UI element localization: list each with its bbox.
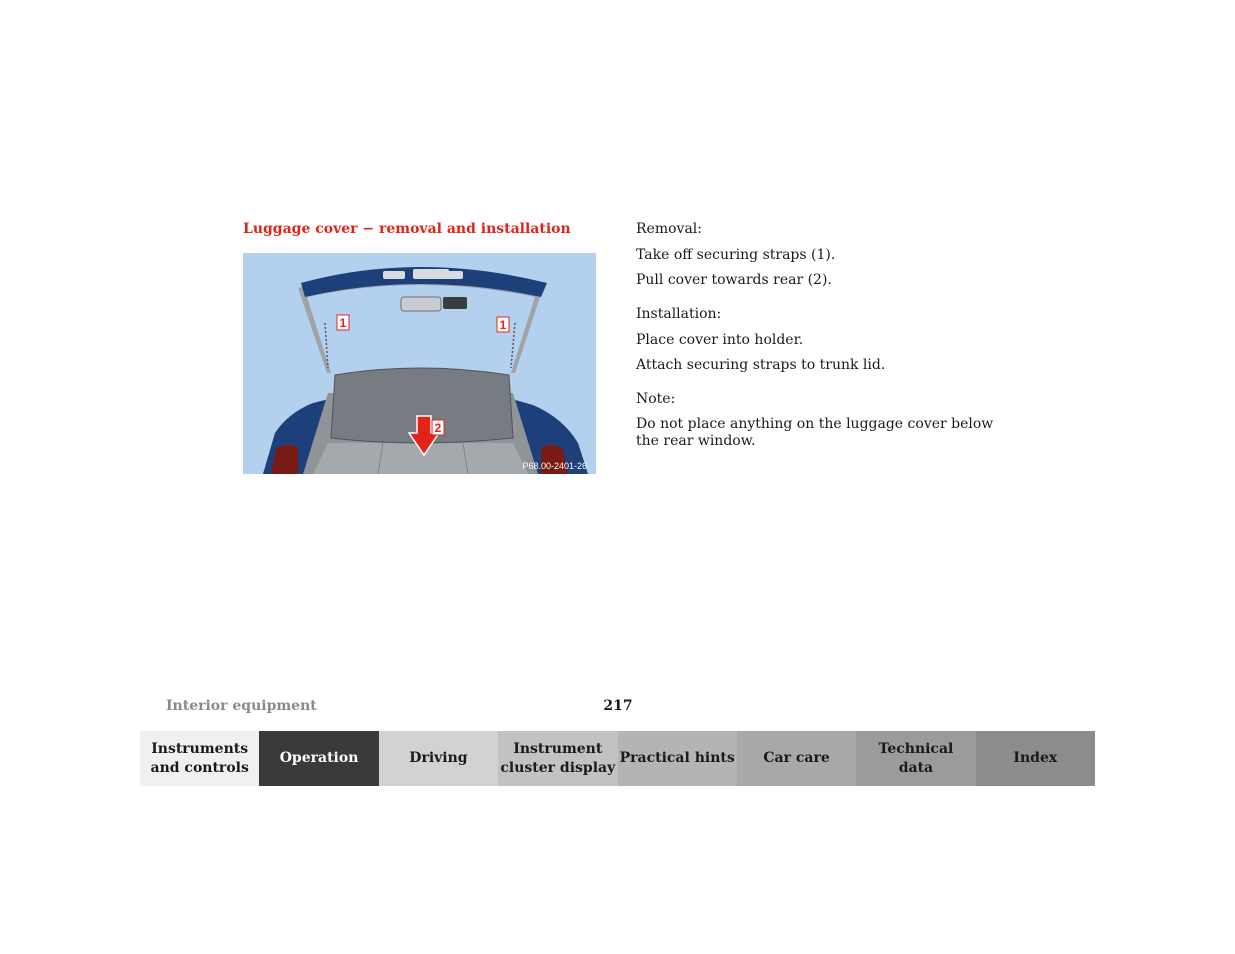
nav-tab-label-line1: Technical [878, 740, 954, 757]
nav-tab-label-line2: data [898, 759, 934, 776]
nav-tab-operation[interactable] [259, 731, 378, 786]
nav-tab-label-line2: and controls [150, 759, 249, 776]
nav-tab-car-care[interactable] [737, 731, 856, 786]
callout-1-right-label: 1 [499, 318, 507, 332]
callout-1-left-label: 1 [339, 316, 347, 330]
nav-tab-label-line1: Instruments [151, 740, 249, 757]
footer-section-name: Interior equipment [166, 698, 317, 714]
section-title: Luggage cover − removal and installation [243, 221, 571, 237]
nav-tab-label-line1: Instrument [513, 740, 603, 757]
nav-tab-label: Practical hints [619, 750, 735, 766]
luggage-cover-illustration [243, 253, 596, 474]
luggage-cover-drawing [243, 253, 596, 474]
nav-tab-label-line2: cluster display [500, 759, 616, 776]
nav-tab-label: Driving [409, 750, 468, 766]
nav-tab-index[interactable] [976, 731, 1095, 786]
nav-tab-driving[interactable] [379, 731, 498, 786]
instructions [636, 221, 996, 450]
nav-tab-technical-data[interactable] [856, 731, 975, 786]
removal-heading: Removal: [636, 221, 702, 237]
nav-tab-label: Car care [763, 750, 830, 766]
nav-tab-label: Operation [279, 750, 359, 766]
note-heading: Note: [636, 391, 676, 407]
nav-tab-instrument-cluster-display[interactable] [498, 731, 617, 786]
installation-step-2: Attach securing straps to trunk lid. [636, 357, 886, 373]
removal-step-1: Take off securing straps (1). [636, 247, 836, 263]
installation-heading: Installation: [636, 306, 722, 322]
installation-step-1: Place cover into holder. [636, 332, 804, 348]
figure-reference-code: P68.00-2401-26 [522, 461, 587, 471]
chapter-navigation [140, 731, 1095, 786]
nav-tab-practical-hints[interactable] [618, 731, 737, 786]
page-number: 217 [603, 698, 633, 714]
removal-step-2: Pull cover towards rear (2). [636, 272, 832, 288]
callout-2-label: 2 [434, 421, 442, 435]
note-text: Do not place anything on the luggage cover below the rear window. [636, 416, 994, 449]
nav-tab-label: Index [1013, 750, 1058, 766]
nav-tab-instruments-and-controls[interactable] [140, 731, 259, 786]
